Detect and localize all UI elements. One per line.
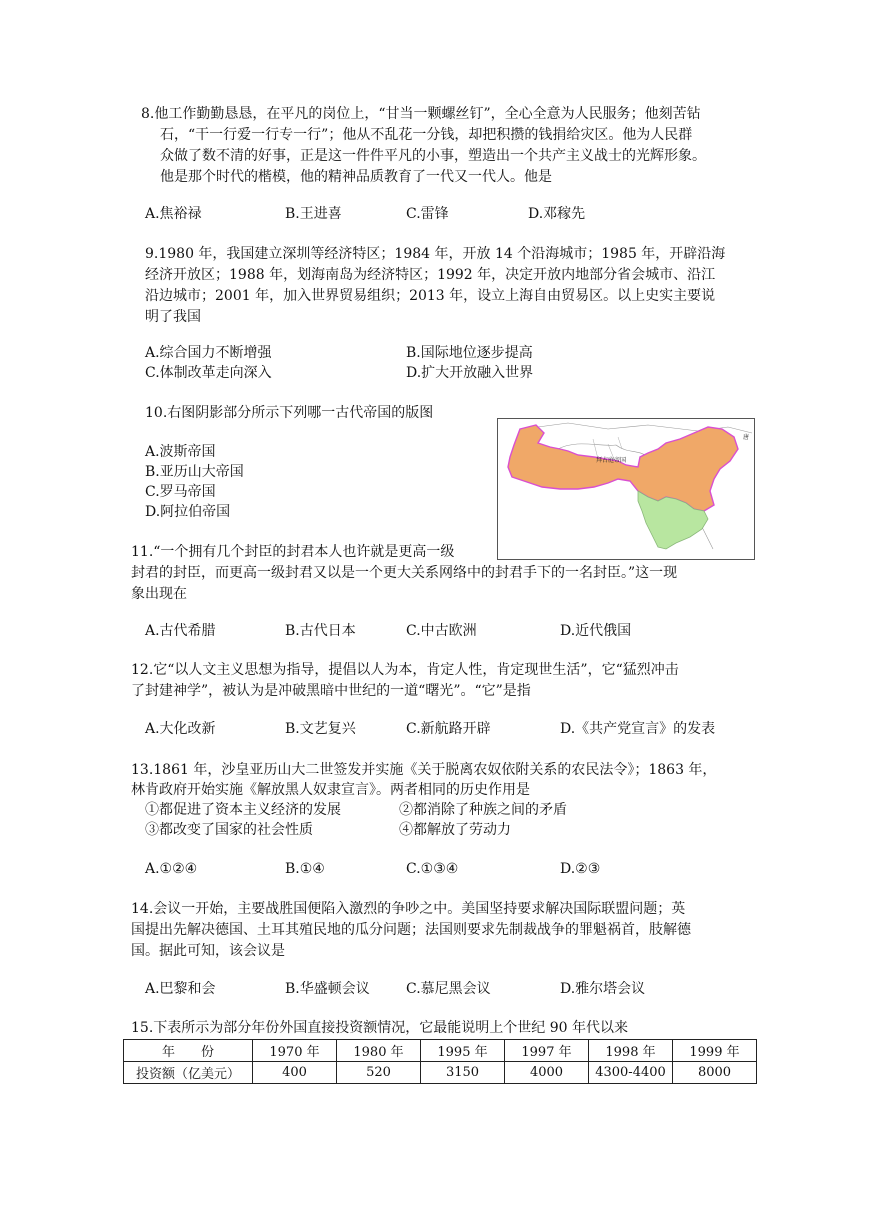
q11-line-3: 象出现在 (131, 586, 187, 602)
table-cell: 1995 年 (421, 1040, 505, 1062)
q8-line-2: 石，“干一行爱一行专一行”；他从不乱花一分钱，却把积攒的钱捐给灾区。他为人民群 (160, 127, 693, 143)
table-cell: 1970 年 (253, 1040, 337, 1062)
table-cell: 4300-4400 (589, 1062, 673, 1084)
q10-stem: 10.右图阴影部分所示下列哪一古代帝国的版图 (145, 405, 434, 421)
q12-option-a[interactable]: A.大化改新 (145, 721, 216, 737)
q8-option-b[interactable]: B.王进喜 (285, 206, 342, 222)
q11-option-b[interactable]: B.古代日本 (285, 623, 356, 639)
table-cell: 1999 年 (673, 1040, 757, 1062)
table-cell: 3150 (421, 1062, 505, 1084)
table-row (124, 1040, 757, 1062)
q10-option-d[interactable]: D.阿拉伯帝国 (145, 504, 231, 520)
q11-option-d[interactable]: D.近代俄国 (560, 623, 632, 639)
q13-option-a[interactable]: A.①②④ (145, 861, 198, 877)
q15-stem: 15.下表所示为部分年份外国直接投资额情况，它最能说明上个世纪 90 年代以来 (131, 1020, 628, 1036)
q9-option-d[interactable]: D.扩大开放融入世界 (406, 365, 534, 381)
q13-item-2: ②都消除了种族之间的矛盾 (399, 802, 567, 818)
q14-option-a[interactable]: A.巴黎和会 (145, 981, 216, 997)
q13-option-d[interactable]: D.②③ (560, 861, 601, 877)
q12-option-c[interactable]: C.新航路开辟 (406, 721, 491, 737)
map-label-byzantine: 拜占庭帝国 (596, 457, 627, 464)
q13-option-c[interactable]: C.①③④ (406, 861, 459, 877)
table-header-year: 年 份 (124, 1040, 253, 1062)
q9-option-a[interactable]: A.综合国力不断增强 (145, 345, 272, 361)
q8-line-1: 8.他工作勤勤恳恳，在平凡的岗位上，“甘当一颗螺丝钉”，全心全意为人民服务；他刻苦钻 (141, 106, 701, 122)
q10-option-a[interactable]: A.波斯帝国 (145, 444, 216, 460)
q13-line-1: 13.1861 年，沙皇亚历山大二世签发并实施《关于脱离农奴依附关系的农民法令》；1863 年， (131, 762, 717, 778)
q10-option-b[interactable]: B.亚历山大帝国 (145, 464, 244, 480)
q11-option-a[interactable]: A.古代希腊 (145, 623, 216, 639)
table-cell: 1997 年 (505, 1040, 589, 1062)
q9-option-c[interactable]: C.体制改革走向深入 (145, 365, 272, 381)
q9-line-4: 明了我国 (145, 309, 201, 325)
q13-line-2: 林肯政府开始实施《解放黑人奴隶宣言》。两者相同的历史作用是 (131, 782, 530, 798)
q12-option-b[interactable]: B.文艺复兴 (285, 721, 356, 737)
table-cell: 1998 年 (589, 1040, 673, 1062)
empire-shaded-region (508, 425, 738, 511)
q11-line-2: 封君的封臣，而更高一级封君又以是一个更大关系网络中的封君手下的一名封臣。”这一现 (131, 565, 678, 581)
q14-line-2: 国提出先解决德国、土耳其殖民地的瓜分问题；法国则要求先制裁战争的罪魁祸首，肢解德 (131, 922, 691, 938)
q12-line-2: 了封建神学”，被认为是冲破黑暗中世纪的一道“曙光”。“它”是指 (131, 683, 531, 699)
table-row (124, 1062, 757, 1084)
q8-line-4: 他是那个时代的楷模，他的精神品质教育了一代又一代人。他是 (160, 169, 552, 185)
table-header-investment: 投资额（亿美元） (124, 1062, 253, 1084)
q9-line-1: 9.1980 年，我国建立深圳等经济特区；1984 年，开放 14 个沿海城市；1985 年，开辟沿海 (145, 246, 726, 262)
q14-option-c[interactable]: C.慕尼黑会议 (406, 981, 491, 997)
empire-map (497, 418, 755, 560)
table-cell: 400 (253, 1062, 337, 1084)
q8-option-c[interactable]: C.雷锋 (406, 206, 449, 222)
q9-line-2: 经济开放区；1988 年，划海南岛为经济特区；1992 年，决定开放内地部分省会城市、沿江 (145, 267, 716, 283)
q13-option-b[interactable]: B.①④ (285, 861, 325, 877)
q14-line-1: 14.会议一开始，主要战胜国便陷入激烈的争吵之中。美国坚持要求解决国际联盟问题；英 (131, 901, 686, 917)
investment-table (123, 1039, 757, 1084)
q8-option-a[interactable]: A.焦裕禄 (145, 206, 202, 222)
table-cell: 8000 (673, 1062, 757, 1084)
map-label-tang: 唐 (743, 434, 750, 441)
q14-option-b[interactable]: B.华盛顿会议 (285, 981, 370, 997)
q12-option-d[interactable]: D.《共产党宣言》的发表 (560, 721, 716, 737)
table-cell: 1980 年 (337, 1040, 421, 1062)
empire-map-svg (498, 419, 754, 559)
q11-option-c[interactable]: C.中古欧洲 (406, 623, 477, 639)
q13-item-4: ④都解放了劳动力 (399, 822, 511, 838)
q9-option-b[interactable]: B.国际地位逐步提高 (406, 345, 533, 361)
q13-item-1: ①都促进了资本主义经济的发展 (145, 802, 341, 818)
q8-line-3: 众做了数不清的好事，正是这一件件平凡的小事，塑造出一个共产主义战士的光辉形象。 (160, 148, 706, 164)
q14-line-3: 国。据此可知，该会议是 (131, 943, 285, 959)
q11-line-1: 11.“一个拥有几个封臣的封君本人也许就是更高一级 (131, 544, 455, 560)
q13-item-3: ③都改变了国家的社会性质 (145, 822, 313, 838)
q9-line-3: 沿边城市；2001 年，加入世界贸易组织；2013 年，设立上海自由贸易区。以上史实主要说 (145, 288, 716, 304)
table-cell: 520 (337, 1062, 421, 1084)
q12-line-1: 12.它“以人文主义思想为指导，提倡以人为本，肯定人性，肯定现世生活”，它“猛烈冲击 (131, 662, 679, 678)
table-cell: 4000 (505, 1062, 589, 1084)
q8-option-d[interactable]: D.邓稼先 (528, 206, 586, 222)
q10-option-c[interactable]: C.罗马帝国 (145, 484, 216, 500)
q14-option-d[interactable]: D.雅尔塔会议 (560, 981, 646, 997)
